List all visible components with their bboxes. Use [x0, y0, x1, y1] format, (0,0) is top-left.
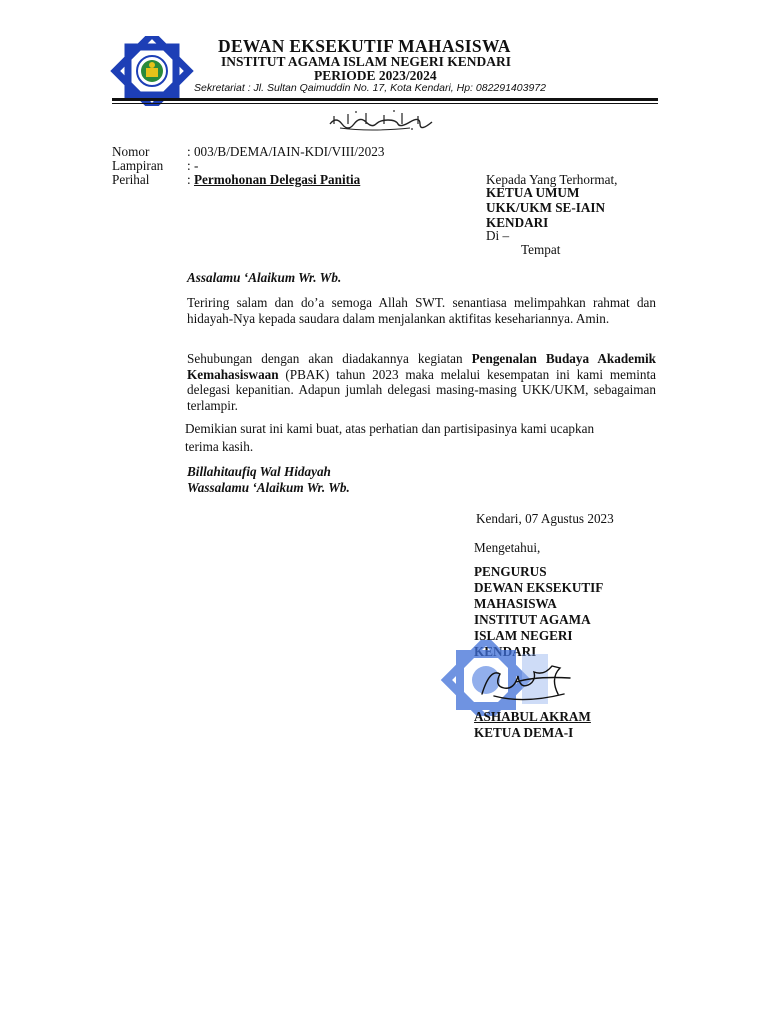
secretariat-address: Sekretariat : Jl. Sultan Qaimuddin No. 17, Kota Kendari, Hp: 082291403972 [194, 82, 546, 94]
sign-org-line2: DEWAN EKSEKUTIF [474, 580, 604, 595]
nomor-label: Nomor [112, 144, 150, 159]
mengetahui: Mengetahui, [474, 540, 541, 555]
paragraph-3-line2: terima kasih. [185, 439, 254, 454]
paragraph-1: Teriring salam dan do’a semoga Allah SWT. senantiasa melimpahkan rahmat dan hidayah-Nya kepada saudara dalam menjalankan aktifitas kesehariannya. Amin. [187, 295, 656, 326]
addressee-greeting: Kepada Yang Terhormat, [486, 172, 618, 187]
paragraph-3-line1: Demikian surat ini kami buat, atas perhatian dan partisipasinya kami ucapkan [185, 421, 595, 436]
paragraph-2 [187, 351, 656, 413]
paragraph-2-post: (PBAK) tahun 2023 maka melalui kesempatan ini kami meminta delegasi kepanitian. Adapun jumlah delegasi masing-masing UKK/UKM, sebagaiman terlampir. [187, 366, 656, 413]
sign-org-line3: MAHASISWA [474, 596, 557, 611]
sign-org-line4: INSTITUT AGAMA [474, 612, 591, 627]
period: PERIODE 2023/2024 [314, 68, 437, 83]
header-rule-thin [112, 103, 658, 104]
closing-line2: Wassalamu ‘Alaikum Wr. Wb. [187, 480, 350, 495]
institution-name: INSTITUT AGAMA ISLAM NEGERI KENDARI [221, 54, 512, 69]
lampiran-label: Lampiran [112, 158, 164, 173]
signer-name: ASHABUL AKRAM [474, 709, 591, 724]
addressee-tempat: Tempat [521, 242, 561, 257]
org-name: DEWAN EKSEKUTIF MAHASISWA [218, 36, 511, 56]
perihal-row [187, 172, 360, 188]
sign-org-line1: PENGURUS [474, 564, 547, 579]
addressee-line2: UKK/UKM SE-IAIN [486, 200, 606, 215]
perihal-value: Permohonan Delegasi Panitia [193, 172, 361, 187]
opening-salam: Assalamu ‘Alaikum Wr. Wb. [187, 270, 342, 285]
perihal-colon: : [187, 172, 194, 187]
closing-line1: Billahitaufiq Wal Hidayah [187, 464, 331, 479]
sign-org-line6: KENDARI [474, 644, 537, 659]
paragraph-2-event: Pengenalan Budaya Akademik Kemahasiswaan [187, 351, 656, 382]
addressee-line1: KETUA UMUM [486, 185, 580, 200]
paragraph-2-pre: Sehubungan dengan akan diadakannya kegiatan [187, 351, 472, 366]
addressee-line3: KENDARI [486, 215, 549, 230]
addressee-di: Di – [486, 228, 510, 243]
sign-org-line5: ISLAM NEGERI [474, 628, 573, 643]
place-date: Kendari, 07 Agustus 2023 [476, 511, 614, 526]
signer-title: KETUA DEMA-I [474, 725, 574, 740]
dema-iain-logo-icon [110, 36, 194, 106]
lampiran-value: : - [187, 158, 199, 173]
handwritten-signature-icon [476, 660, 582, 704]
perihal-label: Perihal [112, 172, 150, 187]
header-rule-thick [112, 98, 658, 101]
nomor-value: : 003/B/DEMA/IAIN-KDI/VIII/2023 [187, 144, 385, 159]
bismillah-calligraphy-icon [326, 108, 436, 132]
